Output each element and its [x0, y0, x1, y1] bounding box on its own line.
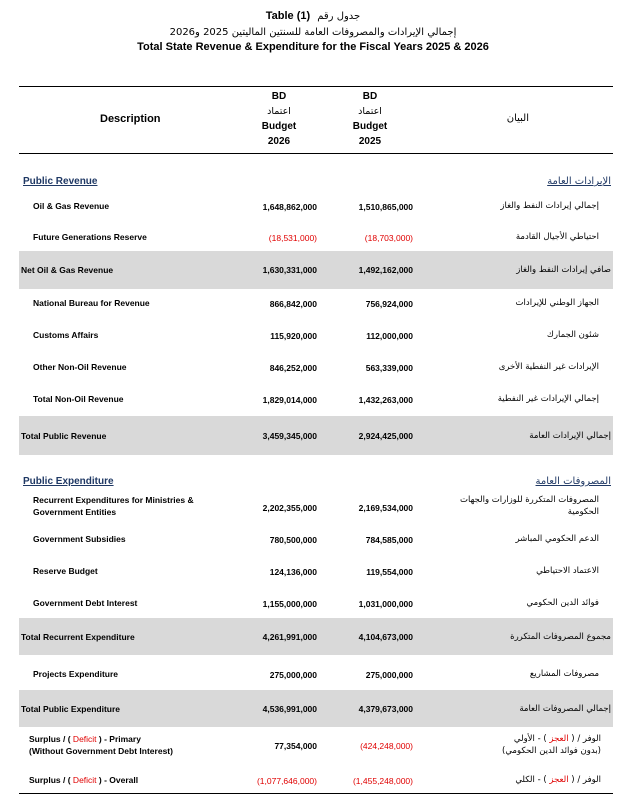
value-2026: 2,202,355,000 [262, 503, 317, 513]
label-line2-ar: (بدون فوائد الدين الحكومي) [502, 746, 601, 756]
table-row-subtotal [19, 251, 613, 289]
row-label: Future Generations Reserve [33, 232, 147, 242]
value-2025: 2,169,534,000 [358, 503, 413, 513]
section-title-en: Public Revenue [23, 176, 98, 187]
value-2025: 112,000,000 [366, 331, 413, 341]
row-label-ar [502, 733, 601, 757]
value-2025: 2,924,425,000 [358, 431, 413, 441]
section-public-expenditure [19, 476, 613, 490]
row-label-ar: احتياطي الأجيال القادمة [515, 232, 599, 242]
row-label: Oil & Gas Revenue [33, 201, 110, 211]
row-label-ar: صافي إيرادات النفط والغاز [516, 265, 611, 275]
label-part-ar: الوفر / ( [568, 775, 601, 785]
title-block [0, 8, 626, 54]
currency-2025: BD [362, 91, 378, 102]
value-2026: 846,252,000 [269, 363, 317, 373]
label-part-ar: ) - الأولي [513, 734, 550, 744]
value-2025: 1,031,000,000 [358, 599, 413, 609]
row-label-ar: إجمالي المصروفات العامة [519, 704, 611, 714]
table-row [19, 559, 613, 585]
table-row-subtotal [19, 618, 613, 655]
row-label-ar: الجهاز الوطني للإيرادات [515, 298, 599, 308]
row-label-ar: إجمالي إيرادات النفط والغاز [500, 201, 599, 211]
row-label-ar: فوائد الدين الحكومي [526, 598, 599, 608]
row-label: Total Recurrent Expenditure [21, 632, 135, 642]
section-title-ar: المصروفات العامة [535, 476, 611, 487]
value-2026: 115,920,000 [270, 331, 317, 341]
value-2026: 1,829,014,000 [262, 395, 317, 405]
value-2025: 1,492,162,000 [358, 265, 413, 275]
value-2026: 124,136,000 [269, 567, 317, 577]
label-part: Surplus / ( [29, 734, 71, 744]
value-2025: 4,104,673,000 [358, 632, 413, 642]
value-2025: (424,248,000) [360, 741, 413, 751]
row-label-ar: شئون الجمارك [546, 330, 599, 340]
value-2026: 1,630,331,000 [262, 265, 317, 275]
table-row-total [19, 690, 613, 727]
row-label: Total Public Expenditure [21, 704, 121, 714]
value-2026: 1,155,000,000 [262, 599, 317, 609]
column-header-2025 [335, 89, 405, 149]
budget-label-2025: Budget [352, 121, 388, 132]
label-deficit-ar: العجز [549, 734, 569, 744]
header-top-rule [19, 86, 613, 87]
row-label: Total Public Revenue [21, 431, 107, 441]
budget-label-2026: Budget [261, 121, 297, 132]
row-label: Projects Expenditure [33, 669, 119, 679]
title-english: Total State Revenue & Expenditure for the Fiscal Years 2025 & 2026 [137, 41, 489, 53]
table-row-total [19, 416, 613, 455]
section-public-revenue [19, 176, 613, 190]
table-label [0, 8, 626, 25]
table-row [19, 662, 613, 688]
row-label: Net Oil & Gas Revenue [21, 265, 114, 275]
label-ar-2025: اعتماد [358, 106, 382, 117]
row-label-ar: إجمالي الإيرادات العامة [529, 431, 611, 441]
label-part-ar: الوفر / ( [568, 734, 601, 744]
label-line2: (Without Government Debt Interest) [29, 746, 173, 756]
label-part: Surplus / ( [29, 775, 71, 785]
value-2026: 1,648,862,000 [262, 202, 317, 212]
table-row [19, 591, 613, 617]
row-label: Recurrent Expenditures for Ministries & Government Entities [33, 495, 194, 517]
value-2026: 866,842,000 [269, 299, 317, 309]
value-2026: 77,354,000 [274, 741, 317, 751]
value-2026: (1,077,646,000) [256, 776, 317, 786]
header-bottom-rule [19, 153, 613, 154]
table-row-balance-overall [19, 772, 613, 792]
row-label-ar: الإيرادات غير النفطية الأخرى [498, 362, 599, 372]
row-label-ar: المصروفات المتكررة للوزارات والجهات الحكومية [460, 495, 599, 517]
row-label-ar: إجمالي الإيرادات غير النفطية [497, 394, 599, 404]
row-label: Reserve Budget [33, 566, 98, 576]
row-label: Total Non-Oil Revenue [33, 394, 124, 404]
value-2026: (18,531,000) [268, 233, 317, 243]
row-label-ar: الدعم الحكومي المباشر [515, 534, 599, 544]
label-part: ) - Primary [98, 734, 141, 744]
row-label [29, 733, 249, 757]
section-title-ar: الإيرادات العامة [547, 176, 611, 187]
table-label-en: Table (1) [265, 10, 311, 22]
value-2025: (1,455,248,000) [352, 776, 413, 786]
row-label: Customs Affairs [33, 330, 99, 340]
label-deficit: Deficit [70, 775, 99, 785]
label-ar-2026: اعتماد [267, 106, 291, 117]
row-label-ar: الاعتماد الاحتياطي [536, 566, 599, 576]
table-label-ar: جدول رقم [317, 11, 361, 22]
label-part-ar: ) - الكلي [515, 775, 550, 785]
description-header: Description [100, 113, 161, 125]
table-row [19, 323, 613, 349]
table-row-balance-primary [19, 731, 613, 761]
table-row [19, 291, 613, 317]
value-2025: 1,432,263,000 [358, 395, 413, 405]
value-2025: 563,339,000 [365, 363, 413, 373]
row-label-ar: مصروفات المشاريع [529, 669, 599, 679]
table-row [19, 193, 613, 219]
value-2026: 4,261,991,000 [262, 632, 317, 642]
table-row [19, 355, 613, 381]
column-header-2026 [244, 89, 314, 149]
table-row [19, 492, 613, 524]
section-title-en: Public Expenditure [23, 476, 114, 487]
value-2026: 275,000,000 [269, 670, 317, 680]
row-label: National Bureau for Revenue [33, 298, 150, 308]
value-2025: 756,924,000 [365, 299, 413, 309]
year-2026: 2026 [267, 136, 291, 147]
value-2025: 119,554,000 [366, 567, 413, 577]
row-label: Government Debt Interest [33, 598, 138, 608]
row-label: Government Subsidies [33, 534, 126, 544]
value-2025: (18,703,000) [364, 233, 413, 243]
value-2026: 4,536,991,000 [262, 704, 317, 714]
value-2025: 1,510,865,000 [358, 202, 413, 212]
table-row [19, 224, 613, 250]
value-2025: 4,379,673,000 [358, 704, 413, 714]
table-row [19, 527, 613, 553]
row-label [29, 774, 138, 786]
label-deficit: Deficit [70, 734, 99, 744]
value-2026: 3,459,345,000 [262, 431, 317, 441]
year-2025: 2025 [358, 136, 382, 147]
currency-2026: BD [271, 91, 287, 102]
table-row [19, 387, 613, 413]
value-2026: 780,500,000 [269, 535, 317, 545]
row-label-ar: مجموع المصروفات المتكررة [510, 632, 611, 642]
table-bottom-rule [19, 793, 613, 794]
row-label-ar [515, 774, 601, 786]
row-label: Other Non-Oil Revenue [33, 362, 127, 372]
label-deficit-ar: العجز [549, 775, 569, 785]
description-header-ar: البيان [506, 113, 529, 124]
label-part: ) - Overall [98, 775, 139, 785]
value-2025: 784,585,000 [365, 535, 413, 545]
value-2025: 275,000,000 [365, 670, 413, 680]
title-arabic: إجمالي الإيرادات والمصروفات العامة للسنتين الماليتين 2025 و2026 [169, 27, 457, 38]
